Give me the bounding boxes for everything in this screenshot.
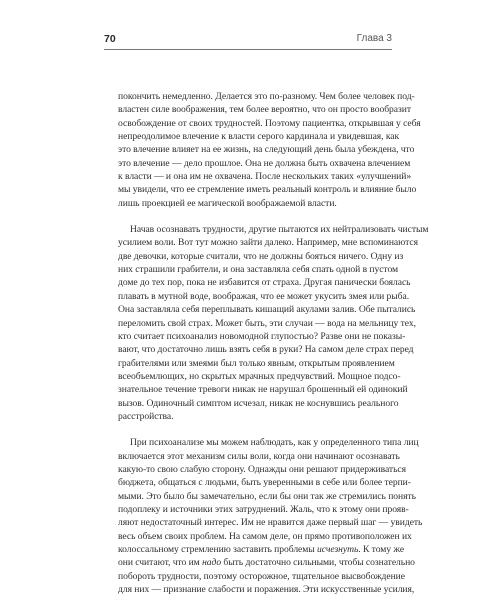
text-line: вают, что достаточно лишь взять себя в руки? На самом деле страх перед — [118, 344, 414, 356]
text-line: грабителями или змеями был только явным, открытым проявлением — [118, 357, 395, 369]
text-line: мыми. Это было бы замечательно, если бы они так же стремились понять — [118, 490, 416, 502]
text-line: Она заставляла себя переплывать кишащий акулами залив. Обе пытались — [118, 304, 416, 316]
text-line: них страшили грабители, и она заставляла себя спать одной в пустом — [118, 264, 399, 276]
text-line: знательное течение тревоги никак не нарушал брошенный ей одинокий — [118, 384, 408, 396]
running-header — [104, 33, 392, 47]
text-line: лишь проекцией ее магической воображаемой власти. — [118, 197, 337, 209]
text-line: вызов. Одиночный симптом исчезал, никак не коснувшись реального — [118, 397, 399, 409]
text-line: две девочки, которые считали, что не должны бояться ничего. Одну из — [118, 250, 404, 262]
page-number: 70 — [104, 33, 116, 45]
chapter-label: Глава 3 — [356, 33, 392, 44]
text-fragment: . К тому же — [358, 544, 405, 555]
text-line: Начав осознавать трудности, другие пытаются их нейтрализовать чистым — [130, 224, 429, 236]
text-line: мы увидели, что ее стремление иметь реальный контроль и влияние было — [118, 184, 417, 196]
text-line: бюджета, общаться с людьми, быть уверенными в себе или более терпи- — [118, 477, 411, 489]
header-rule — [104, 49, 392, 50]
text-line: для них — признание слабости и поражения. Эти искусственные усилия, — [118, 584, 415, 596]
text-line: кто считает психоанализ новомодной глупостью? Разве они не показы- — [118, 330, 406, 342]
text-line: освобождение от своих трудностей. Поэтому пациентка, открывшая у себя — [118, 117, 421, 129]
paragraph-1 — [118, 90, 421, 210]
text-fragment: быть достаточно сильными, чтобы сознательно — [221, 557, 415, 569]
text-line: переломить свой страх. Может быть, эти случаи — вода на мельницу тех, — [118, 317, 416, 329]
paragraph-2 — [118, 223, 429, 423]
emphasis-word: исчезнуть — [317, 544, 359, 555]
text-line: побороть трудности, поэтому осторожное, тщательное высвобождение — [118, 570, 405, 582]
text-line: расстройства. — [118, 410, 174, 422]
text-line: плавать в мутной воде, воображая, что ее может укусить змея или рыба. — [118, 290, 410, 302]
text-line: усилием воли. Вот тут можно зайти далеко. Например, мне вспоминаются — [118, 237, 418, 249]
text-line: всеобъемлющих, но скрытых мрачных предчувствий. Мощное подсо- — [118, 370, 401, 382]
body-text — [118, 90, 429, 596]
text-line: это влечение влияет на ее жизнь, на следующий день была убеждена, что — [118, 144, 415, 156]
text-line: властен силе воображения, тем более вероятно, что он просто вообразит — [118, 104, 411, 116]
text-line-mixed — [118, 556, 415, 569]
text-line: какую-то свою слабую сторону. Однажды они решают придерживаться — [118, 463, 406, 475]
text-line: ляют недостаточный интерес. Им не нравится даже первый шаг — увидеть — [118, 517, 423, 529]
text-line: непреодолимое влечение к власти серого кардинала и увидевшая, как — [118, 131, 400, 143]
text-line: подоплеку и источники этих затруднений. Жаль, что к этому они прояв- — [118, 503, 409, 515]
text-line: это влечение — дело прошлое. Она не должна быть охвачена влечением — [118, 157, 411, 169]
text-line: доме до тех пор, пока не избавится от страха. Другая панически боялась — [118, 277, 411, 289]
paragraph-3 — [118, 436, 423, 596]
text-line: включается этот механизм силы воли, когда они начинают осознавать — [118, 450, 400, 462]
text-line: весь объем своих проблем. На самом деле, он прямо противоположен их — [118, 530, 412, 542]
text-line: покончить немедленно. Делается это по-разному. Чем более человек под- — [118, 91, 415, 102]
emphasis-word: надо — [202, 557, 222, 569]
text-fragment: они считают, что им — [118, 557, 203, 569]
text-line: При психоанализе мы можем наблюдать, как у определенного типа лиц — [130, 437, 419, 449]
text-line: к власти — и она им не охвачена. После нескольких таких «улучшений» — [118, 171, 412, 183]
text-line-mixed — [118, 543, 405, 556]
text-fragment: колоссальному стремлению заставить проблемы — [118, 544, 318, 555]
